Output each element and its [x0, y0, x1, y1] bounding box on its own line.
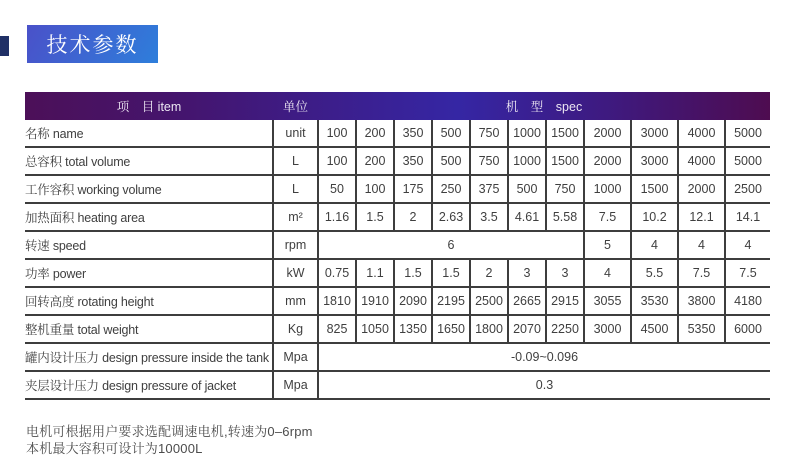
row-value: 2.63 — [432, 203, 470, 231]
row-value: 2000 — [584, 120, 631, 147]
section-title: 技术参数 — [46, 34, 139, 57]
row-unit: mm — [273, 287, 318, 315]
row-value: 100 — [318, 120, 356, 147]
row-value: 7.5 — [584, 203, 631, 231]
table-row — [25, 175, 770, 203]
row-unit: rpm — [273, 231, 318, 259]
row-value: 825 — [318, 315, 356, 343]
row-value: 2070 — [508, 315, 546, 343]
row-label: 整机重量 total weight — [25, 315, 273, 343]
row-value: 375 — [470, 175, 508, 203]
row-value: 1.16 — [318, 203, 356, 231]
row-unit: Kg — [273, 315, 318, 343]
table-row — [25, 231, 770, 259]
row-value: 5.58 — [546, 203, 584, 231]
row-value: 3800 — [678, 287, 725, 315]
row-value: 4 — [725, 231, 770, 259]
row-value: 10.2 — [631, 203, 678, 231]
row-value: 7.5 — [725, 259, 770, 287]
row-label: 回转高度 rotating height — [25, 287, 273, 315]
table-row — [25, 287, 770, 315]
row-value: 1810 — [318, 287, 356, 315]
row-value: 3000 — [631, 120, 678, 147]
row-value: 1.1 — [356, 259, 394, 287]
spec-table — [25, 120, 770, 400]
header-spec-label: 机 型 spec — [505, 100, 583, 114]
table-row — [25, 259, 770, 287]
table-row — [25, 371, 770, 399]
row-label: 工作容积 working volume — [25, 175, 273, 203]
row-unit: L — [273, 147, 318, 175]
row-value: 6000 — [725, 315, 770, 343]
row-value: 2915 — [546, 287, 584, 315]
row-label: 转速 speed — [25, 231, 273, 259]
row-value: 3 — [546, 259, 584, 287]
row-value: 2500 — [470, 287, 508, 315]
row-value: 4500 — [631, 315, 678, 343]
row-value: 4 — [584, 259, 631, 287]
row-value: 200 — [356, 147, 394, 175]
row-value: 1500 — [546, 120, 584, 147]
row-value: 14.1 — [725, 203, 770, 231]
row-value: 1050 — [356, 315, 394, 343]
row-value: 750 — [470, 147, 508, 175]
row-value: 2665 — [508, 287, 546, 315]
row-value: 2 — [470, 259, 508, 287]
row-value: 1800 — [470, 315, 508, 343]
row-value: 1500 — [631, 175, 678, 203]
row-value: 3530 — [631, 287, 678, 315]
row-unit: m² — [273, 203, 318, 231]
row-value: 200 — [356, 120, 394, 147]
note-line: 本机最大容积可设计为10000L — [26, 441, 203, 456]
row-value: 4 — [631, 231, 678, 259]
row-value: 7.5 — [678, 259, 725, 287]
row-value: 500 — [432, 120, 470, 147]
row-value: 1000 — [508, 147, 546, 175]
table-row — [25, 203, 770, 231]
row-value: 500 — [432, 147, 470, 175]
row-value: 4.61 — [508, 203, 546, 231]
row-value: 750 — [470, 120, 508, 147]
header-item-label: 项 目 item — [116, 100, 182, 114]
row-value: 5.5 — [631, 259, 678, 287]
row-label: 总容积 total volume — [25, 147, 273, 175]
footer-notes — [26, 423, 313, 457]
row-label: 罐内设计压力 design pressure inside the tank — [25, 343, 273, 371]
row-value: 1.5 — [394, 259, 432, 287]
row-value: 2500 — [725, 175, 770, 203]
note-line: 电机可根据用户要求选配调速电机,转速为0–6rpm — [26, 424, 313, 439]
spec-table-header — [25, 92, 770, 120]
row-value: 4000 — [678, 120, 725, 147]
row-unit: unit — [273, 120, 318, 147]
row-value: 2250 — [546, 315, 584, 343]
row-value: 2000 — [584, 147, 631, 175]
header-unit-label: 单位 — [282, 100, 308, 114]
row-value: 750 — [546, 175, 584, 203]
row-value: 1.5 — [356, 203, 394, 231]
table-row — [25, 120, 770, 147]
row-value: 0.3 — [318, 371, 770, 399]
row-label: 加热面积 heating area — [25, 203, 273, 231]
row-value: 6 — [318, 231, 584, 259]
row-value: 100 — [318, 147, 356, 175]
row-value: 250 — [432, 175, 470, 203]
table-row — [25, 343, 770, 371]
row-unit: Mpa — [273, 371, 318, 399]
row-value: 4180 — [725, 287, 770, 315]
row-value: 500 — [508, 175, 546, 203]
row-value: 1350 — [394, 315, 432, 343]
row-value: 2000 — [678, 175, 725, 203]
row-label: 夹层设计压力 design pressure of jacket — [25, 371, 273, 399]
row-label: 功率 power — [25, 259, 273, 287]
spec-table-container — [25, 92, 770, 400]
row-value: 1650 — [432, 315, 470, 343]
row-value: 100 — [356, 175, 394, 203]
row-value: 1000 — [584, 175, 631, 203]
row-value: 4000 — [678, 147, 725, 175]
row-value: 12.1 — [678, 203, 725, 231]
row-unit: L — [273, 175, 318, 203]
row-value: 3.5 — [470, 203, 508, 231]
row-value: 175 — [394, 175, 432, 203]
row-value: 3000 — [584, 315, 631, 343]
row-value: 2195 — [432, 287, 470, 315]
table-row — [25, 315, 770, 343]
row-value: 3055 — [584, 287, 631, 315]
row-value: 5350 — [678, 315, 725, 343]
spec-table-body — [25, 120, 770, 399]
row-value: 2090 — [394, 287, 432, 315]
row-value: 350 — [394, 147, 432, 175]
row-value: 1000 — [508, 120, 546, 147]
row-value: 350 — [394, 120, 432, 147]
edge-decoration-square — [0, 36, 9, 56]
row-value: 3000 — [631, 147, 678, 175]
row-value: 1.5 — [432, 259, 470, 287]
row-value: 5000 — [725, 120, 770, 147]
row-value: -0.09~0.096 — [318, 343, 770, 371]
row-value: 0.75 — [318, 259, 356, 287]
row-value: 1500 — [546, 147, 584, 175]
row-value: 5 — [584, 231, 631, 259]
row-value: 2 — [394, 203, 432, 231]
row-value: 50 — [318, 175, 356, 203]
row-value: 3 — [508, 259, 546, 287]
table-row — [25, 147, 770, 175]
row-value: 4 — [678, 231, 725, 259]
row-unit: Mpa — [273, 343, 318, 371]
row-value: 5000 — [725, 147, 770, 175]
row-label: 名称 name — [25, 120, 273, 147]
section-title-badge — [27, 25, 158, 63]
row-unit: kW — [273, 259, 318, 287]
row-value: 1910 — [356, 287, 394, 315]
